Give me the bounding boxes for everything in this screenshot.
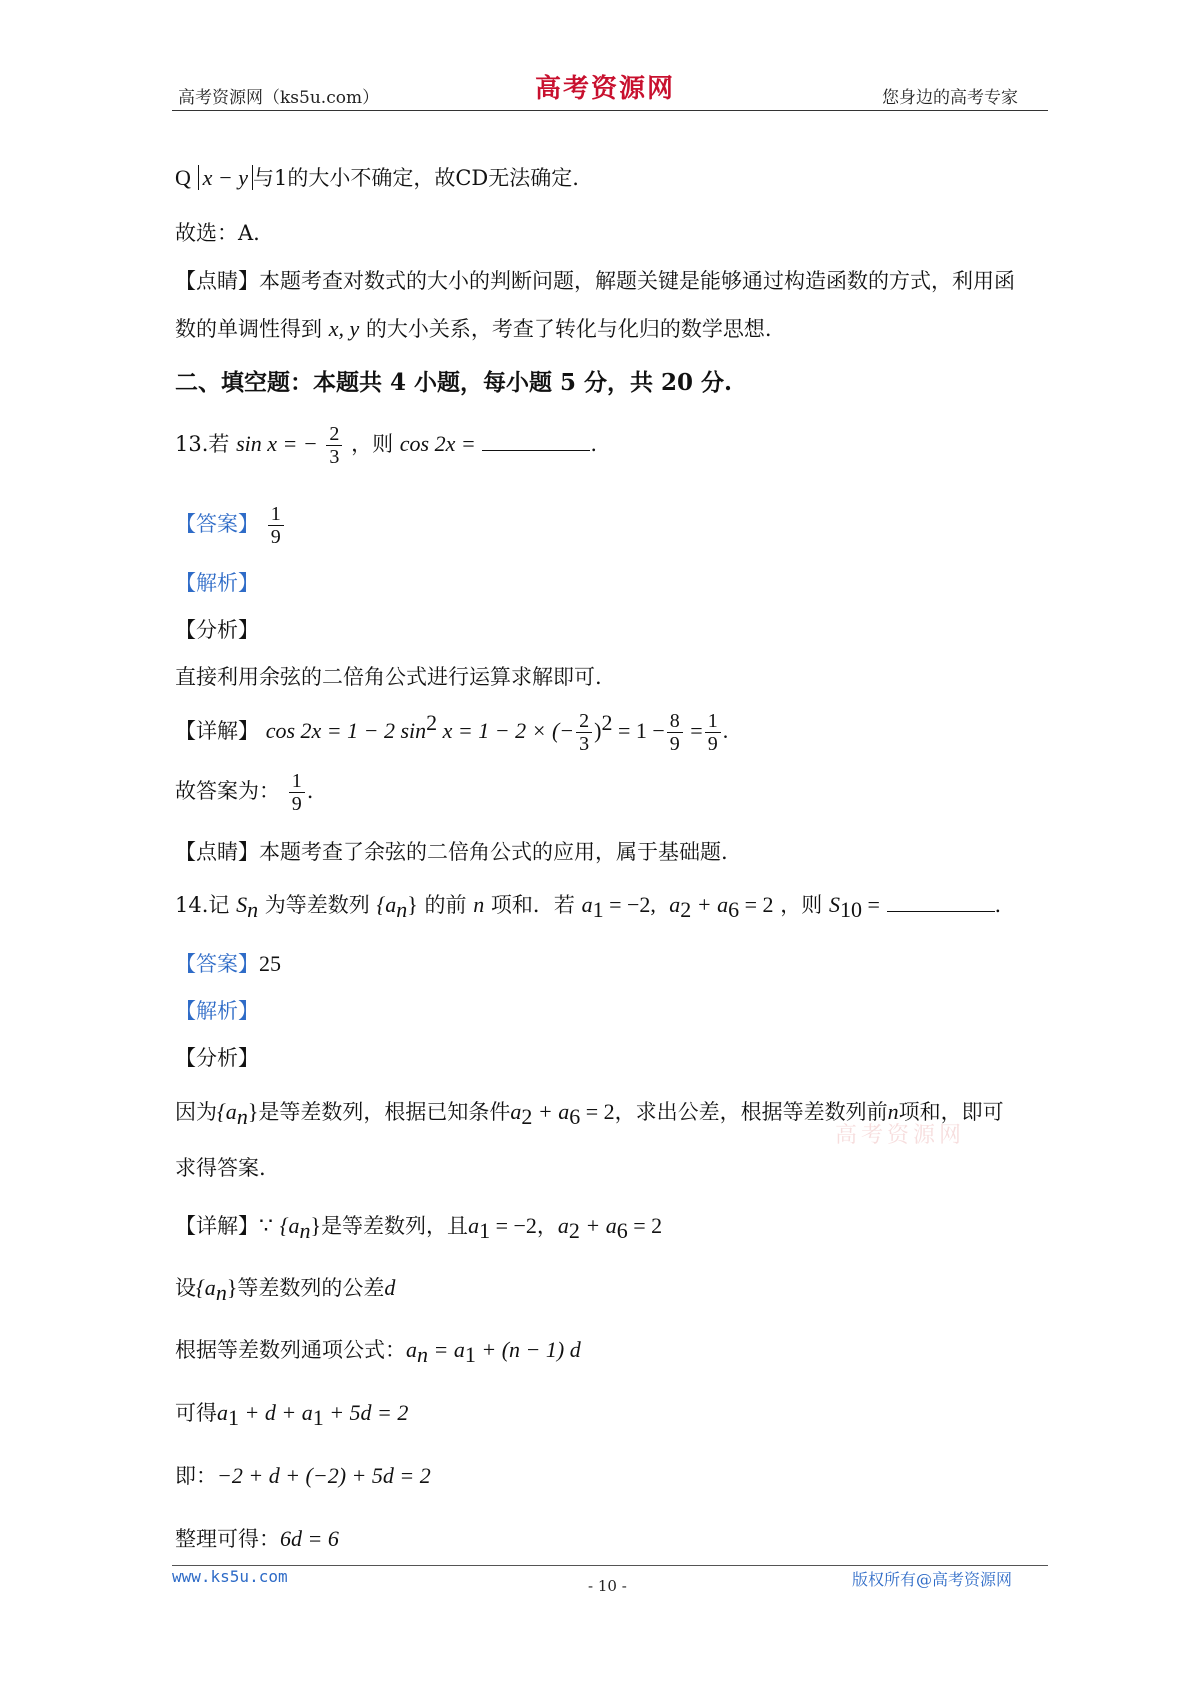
- abs-expression: x − y: [198, 165, 253, 190]
- answer-fraction: $\frac{1}{9}$: [268, 503, 284, 548]
- dianjing-13: 【点睛】本题考查了余弦的二倍角公式的应用，属于基础题.: [175, 840, 728, 864]
- footer-site-link[interactable]: www.ks5u.com: [172, 1567, 288, 1586]
- question-13: 13.若 sin x = − $\frac{2}{3}$ ，则 cos 2x = .: [175, 423, 598, 468]
- step-3: 可得$a_1 + d + a_1 + 5d = 2$: [175, 1400, 409, 1431]
- question-14: 14.记 $S_n$ 为等差数列 $\{a_n\}$ 的前 n 项和．若 $a_1 = -2$, $a_2 + a_6 = 2$ ，则 $S_{10}$ = .: [175, 892, 1002, 923]
- section-heading: 二、填空题：本题共 4 小题，每小题 5 分，共 20 分.: [175, 369, 733, 396]
- footer-copyright: 版权所有@高考资源网: [852, 1570, 1013, 1589]
- site-logo: 高考资源网: [535, 74, 676, 104]
- answer-blank: [887, 893, 995, 912]
- step-4: 即：−2 + d + (−2) + 5d = 2: [175, 1463, 431, 1488]
- final-answer-13: 故答案为： $\frac{1}{9}$ .: [175, 770, 314, 815]
- step-2: 根据等差数列通项公式：$a_n = a_1 + (n - 1)$ d: [175, 1337, 581, 1368]
- footer-rule: [172, 1565, 1048, 1566]
- detail-14: 【详解】∵ $\{a_n\}$是等差数列，且$a_1 = -2$，$a_2 + a_6 = 2$: [175, 1213, 663, 1244]
- header-rule: [172, 110, 1048, 111]
- step-5: 整理可得：6d = 6: [175, 1526, 339, 1551]
- fenxi-text-14-2: 求得答案.: [175, 1156, 266, 1180]
- page-number: - 10 -: [588, 1577, 627, 1595]
- dianjing-line: 【点睛】本题考查对数式的大小的判断问题，解题关键是能够通过构造函数的方式，利用函: [175, 269, 1015, 293]
- fenxi-tag-13: 【分析】: [175, 618, 259, 642]
- header-left: 高考资源网（ks5u.com）: [178, 88, 380, 108]
- fenxi-text-13: 直接利用余弦的二倍角公式进行运算求解即可.: [175, 665, 602, 689]
- choice-line: 故选：A.: [175, 221, 260, 245]
- answer-13: 【答案】 $\frac{1}{9}$: [175, 503, 286, 548]
- analysis-tag-14: 【解析】: [175, 999, 259, 1023]
- fenxi-text-14: 因为$\{a_n\}$是等差数列，根据已知条件$a_2 + a_6 = 2$，求出公差，根据等差数列前n项和，即可: [175, 1099, 1004, 1130]
- answer-14: 【答案】25: [175, 951, 281, 976]
- header-right: 您身边的高考专家: [882, 88, 1018, 108]
- detail-13: 【详解】 cos 2x = 1 − 2 $\sin^2 x = 1 - 2$ × (− $\frac{2}{3}$ )$^2$ = 1 − $\frac{8}{9}$ = $\frac{1}{9}$ .: [175, 710, 729, 755]
- step-1: 设$\{a_n\}$等差数列的公差d: [175, 1275, 396, 1306]
- fraction: $\frac{2}{3}$: [326, 423, 342, 468]
- answer-blank: [482, 432, 590, 451]
- analysis-tag-13: 【解析】: [175, 571, 259, 595]
- line-cd-conclusion: Q x − y 与1的大小不确定，故CD无法确定.: [175, 165, 579, 190]
- watermark: 高考资源网: [835, 1123, 966, 1148]
- dianjing-line-2: 数的单调性得到 x, y 的大小关系，考查了转化与化归的数学思想.: [175, 316, 772, 341]
- fenxi-tag-14: 【分析】: [175, 1046, 259, 1070]
